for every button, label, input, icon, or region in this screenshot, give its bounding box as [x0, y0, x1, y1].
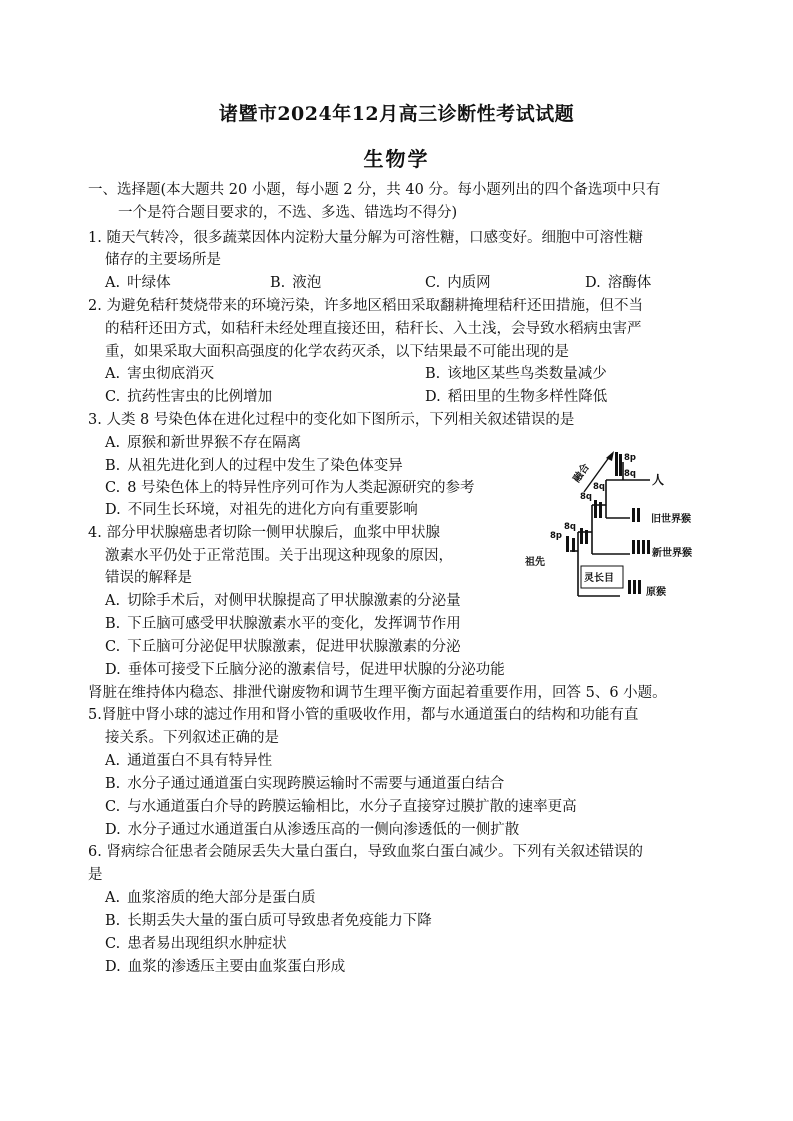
label-branch: 融合: [571, 462, 592, 485]
chromosome-prosimian: [628, 580, 631, 594]
q3-option-b: [105, 456, 403, 476]
chromosome-prosimian: [638, 580, 641, 594]
chromosome-evolution-figure: [520, 448, 720, 600]
arm-label-q: 8q: [580, 492, 592, 502]
q6-option-c: [105, 934, 287, 954]
option-text: 切除手术后，对侧甲状腺提高了甲状腺激素的分泌量: [127, 593, 461, 609]
option-label: C.: [105, 639, 121, 655]
option-label: C.: [105, 936, 121, 952]
chromosome-new-world: [637, 540, 640, 554]
chromosome-ancestor: [572, 538, 575, 552]
q2-option-d: [425, 387, 607, 407]
q2-option-c: [105, 387, 272, 407]
section-instruction: 一个是符合题目要求的，不选、多选、错选均不得分): [118, 205, 458, 221]
label-ancestor: 祖先: [525, 557, 545, 568]
q3-option-a: [105, 433, 301, 453]
q2-option-b: [425, 364, 607, 384]
q4-option-a: [105, 591, 461, 611]
chromosome-ancestor: [566, 536, 569, 552]
q1-option-b: [270, 273, 321, 293]
q4-stem-cont: 错误的解释是: [105, 570, 192, 586]
q5-stem: 5.肾脏中肾小球的滤过作用和肾小管的重吸收作用，都与水通道蛋白的结构和功能有直: [88, 707, 639, 723]
q4-option-b: [105, 614, 461, 634]
q2-stem: 2. 为避免秸秆焚烧带来的环境污染，许多地区稻田采取翻耕掩埋秸秆还田措施，但不当: [88, 298, 643, 314]
option-label: B.: [425, 366, 441, 382]
option-label: C.: [105, 389, 121, 405]
option-text: 血浆溶质的绝大部分是蛋白质: [127, 890, 316, 906]
label-old-world-monkey: 旧世界猴: [651, 514, 691, 525]
chromosome-human: [615, 452, 618, 476]
chromosome: [599, 502, 602, 518]
q1-stem-cont: 储存的主要场所是: [105, 252, 221, 268]
option-label: A.: [105, 890, 121, 906]
arm-label-q: 8q: [564, 522, 576, 532]
section-heading: 一、选择题(本大题共 20 小题，每小题 2 分，共 40 分。每小题列出的四个备选项中只有: [88, 182, 661, 198]
q3-option-c: [105, 478, 475, 498]
option-text: 长期丢失大量的蛋白质可导致患者免疫能力下降: [127, 913, 432, 929]
chromosome-new-world: [642, 540, 645, 554]
label-human: 人: [652, 473, 665, 487]
q6-stem: 6. 肾病综合征患者会随尿丢失大量白蛋白，导致血浆白蛋白减少。下列有关叙述错误的: [88, 844, 643, 860]
option-label: D.: [105, 502, 121, 518]
option-text: 血浆的渗透压主要由血浆蛋白形成: [127, 959, 346, 975]
chromosome-new-world: [632, 540, 635, 554]
q1-option-a: [105, 273, 171, 293]
option-label: B.: [270, 275, 286, 291]
option-text: 通道蛋白不具有特异性: [127, 753, 273, 769]
option-text: 下丘脑可感受甲状腺激素水平的变化，发挥调节作用: [127, 616, 461, 632]
q6-option-d: [105, 957, 345, 977]
taxon-labels: [525, 461, 692, 598]
q6-stem-cont: 是: [88, 867, 103, 883]
option-label: D.: [425, 389, 441, 405]
label-prosimian: 原猴: [646, 587, 666, 598]
option-label: B.: [105, 913, 121, 929]
option-text: 不同生长环境，对祖先的进化方向有重要影响: [127, 502, 418, 518]
chromosome-new-world: [647, 540, 650, 554]
option-label: B.: [105, 776, 121, 792]
option-text: 溶酶体: [607, 275, 652, 291]
option-label: A.: [105, 593, 121, 609]
q5-6-intro: 肾脏在维持体内稳态、排泄代谢废物和调节生理平衡方面起着重要作用，回答 5、6 小题。: [88, 685, 667, 701]
option-text: 害虫彻底消灭: [127, 366, 215, 382]
option-label: D.: [585, 275, 601, 291]
option-label: C.: [105, 480, 121, 496]
option-text: 从祖先进化到人的过程中发生了染色体变异: [127, 458, 403, 474]
q2-option-a: [105, 364, 214, 384]
q3-stem: 3. 人类 8 号染色体在进化过程中的变化如下图所示，下列相关叙述错误的是: [88, 412, 575, 428]
option-text: 该地区某些鸟类数量减少: [447, 366, 607, 382]
option-text: 患者易出现组织水肿症状: [127, 936, 287, 952]
option-text: 内质网: [447, 275, 491, 291]
option-label: B.: [105, 616, 121, 632]
chromosome-old-world: [637, 508, 640, 522]
chromosome-human: [619, 454, 622, 476]
exam-title: 诸暨市2024年12月高三诊断性考试试题: [218, 103, 575, 125]
chromosome-old-world: [632, 508, 635, 522]
label-primates: 灵长目: [584, 573, 614, 584]
option-text: 水分子通过水通道蛋白从渗透压高的一侧向渗透低的一侧扩散: [127, 822, 520, 838]
q4-option-d: [105, 660, 505, 680]
option-text: 垂体可接受下丘脑分泌的激素信号，促进甲状腺的分泌功能: [127, 662, 505, 678]
q5-option-b: [105, 774, 504, 794]
option-text: 抗药性害虫的比例增加: [127, 389, 273, 405]
option-label: C.: [425, 275, 441, 291]
option-label: A.: [105, 275, 121, 291]
q4-stem-cont: 激素水平仍处于正常范围。关于出现这种现象的原因，: [105, 548, 453, 564]
chromosome: [580, 528, 583, 544]
q1-option-c: [425, 273, 491, 293]
option-text: 液泡: [292, 275, 322, 291]
subject-title: 生物学: [363, 147, 430, 171]
q5-option-d: [105, 820, 519, 840]
label-new-world-monkey: 新世界猴: [652, 548, 692, 559]
q5-option-a: [105, 751, 272, 771]
option-text: 8 号染色体上的特异性序列可作为人类起源研究的参考: [127, 480, 475, 496]
option-label: B.: [105, 458, 121, 474]
chromosome: [594, 500, 597, 518]
arm-label-p: 8p: [624, 453, 636, 463]
q2-stem-cont: 重，如果采取大面积高强度的化学农药灭杀，以下结果最不可能出现的是: [105, 344, 569, 360]
option-label: C.: [105, 799, 121, 815]
q6-option-a: [105, 888, 316, 908]
chromosome: [585, 530, 588, 544]
option-text: 下丘脑可分泌促甲状腺激素，促进甲状腺激素的分泌: [127, 639, 461, 655]
option-label: D.: [105, 662, 121, 678]
option-label: D.: [105, 822, 121, 838]
q4-stem: 4. 部分甲状腺癌患者切除一侧甲状腺后，血浆中甲状腺: [88, 525, 440, 541]
q2-stem-cont: 的秸秆还田方式，如秸秆未经处理直接还田，秸秆长、入土浅，会导致水稻病虫害严: [105, 321, 642, 337]
q1-option-d: [585, 273, 651, 293]
option-label: A.: [105, 753, 121, 769]
option-label: A.: [105, 435, 121, 451]
option-label: D.: [105, 959, 121, 975]
q4-option-c: [105, 637, 461, 657]
option-label: A.: [105, 366, 121, 382]
option-text: 叶绿体: [127, 275, 171, 291]
option-text: 原猴和新世界猴不存在隔离: [127, 435, 302, 451]
q5-stem-cont: 接关系。下列叙述正确的是: [105, 730, 279, 746]
q3-option-d: [105, 500, 418, 520]
q6-option-b: [105, 911, 432, 931]
option-text: 水分子通过通道蛋白实现跨膜运输时不需要与通道蛋白结合: [127, 776, 505, 792]
q5-option-c: [105, 797, 577, 817]
arm-label-p: 8p: [550, 531, 562, 541]
q1-stem: 1. 随天气转冷，很多蔬菜因体内淀粉大量分解为可溶性糖，口感变好。细胞中可溶性糖: [88, 230, 643, 246]
arm-label-q: 8q: [624, 469, 636, 479]
chromosome-prosimian: [633, 580, 636, 594]
option-text: 稻田里的生物多样性降低: [447, 389, 608, 405]
option-text: 与水通道蛋白介导的跨膜运输相比，水分子直接穿过膜扩散的速率更高: [127, 799, 577, 815]
arm-label-q: 8q: [593, 482, 605, 492]
